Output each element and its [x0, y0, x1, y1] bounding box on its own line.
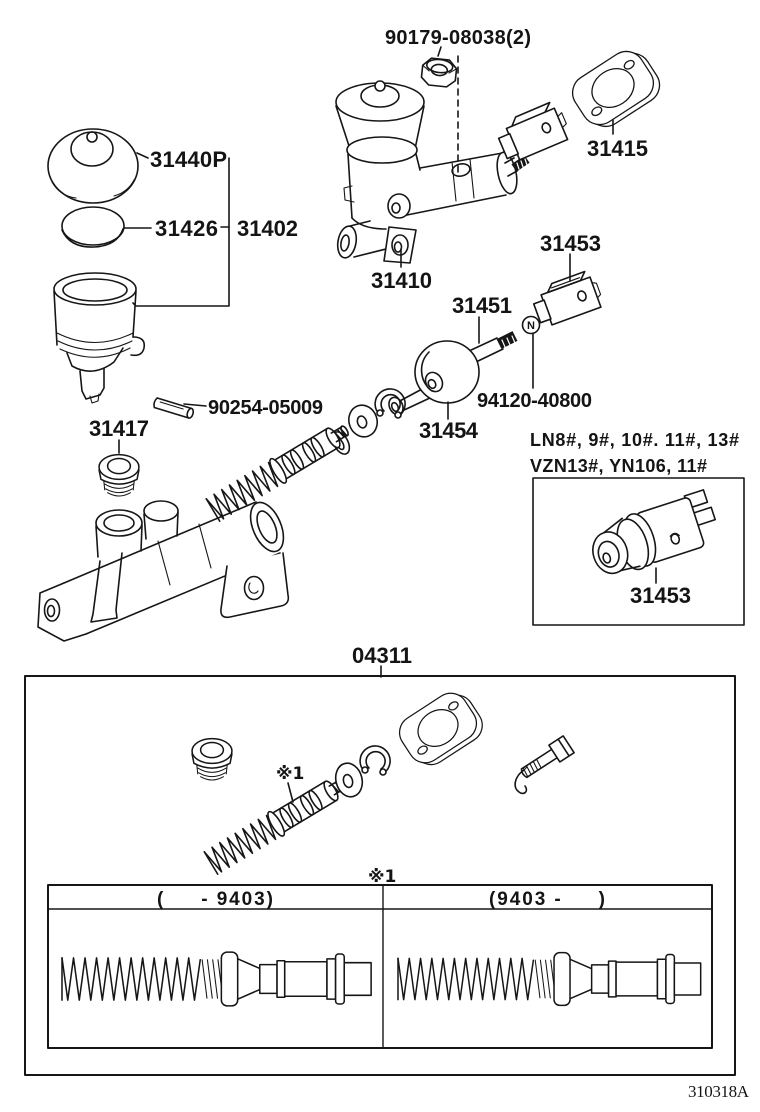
kit-plug-drawing [192, 739, 232, 780]
applicability-line-1: LN8#, 9#, 10#. 11#, 13# [530, 430, 739, 450]
kit-gasket-drawing [393, 685, 489, 774]
part-label-31454: 31454 [419, 418, 478, 443]
part-label-31402: 31402 [237, 216, 298, 241]
piston-assembly-upper-drawing [206, 418, 354, 522]
reference-mark-kit: ※1 [276, 764, 305, 784]
part-label-31453: 31453 [540, 231, 601, 256]
part-label-31440p: 31440P [150, 147, 227, 172]
table-header-late: (9403 - ) [489, 889, 605, 910]
kit-bolt-drawing [517, 736, 574, 782]
part-label-31453-boxed: 31453 [630, 583, 691, 608]
lock-nut-drawing [421, 57, 458, 87]
reference-mark-table: ※1 [368, 867, 397, 887]
circled-n-letter: N [527, 320, 535, 332]
diaphragm-drawing [62, 207, 124, 247]
reservoir-tank-drawing [54, 273, 144, 403]
switch-31453-drawing [529, 269, 604, 328]
part-label-31410: 31410 [371, 268, 432, 293]
part-label-31415: 31415 [587, 136, 648, 161]
circled-n-symbol [523, 317, 540, 334]
table-header-early: ( - 9403) [157, 889, 273, 910]
plug-31417-drawing [99, 455, 139, 496]
table-piston-early-drawing [62, 952, 371, 1006]
kit-snap-ring-drawing [360, 746, 390, 775]
part-label-90254-05009: 90254-05009 [208, 397, 323, 419]
part-label-94120-40800: 94120-40800 [477, 390, 592, 412]
part-label-31451: 31451 [452, 293, 512, 318]
drawing-number: 310318A [688, 1082, 749, 1101]
master-cylinder-lower-drawing [38, 498, 290, 641]
master-cylinder-upper-drawing [335, 81, 572, 263]
switch-31453-boxed-drawing [585, 489, 723, 582]
part-label-31417: 31417 [89, 416, 149, 441]
kit-piston-assembly-drawing [204, 771, 352, 875]
applicability-line-2: VZN13#, YN106, 11# [530, 456, 707, 476]
table-piston-late-drawing [398, 953, 701, 1006]
part-label-31426: 31426 [155, 216, 218, 241]
part-label-04311: 04311 [352, 643, 412, 668]
parts-table [48, 885, 712, 1048]
part-label-90179-08038: 90179-08038(2) [385, 27, 531, 49]
gasket-31415-drawing [566, 42, 667, 135]
reservoir-cap-drawing [48, 129, 138, 203]
pin-drawing [153, 398, 194, 419]
